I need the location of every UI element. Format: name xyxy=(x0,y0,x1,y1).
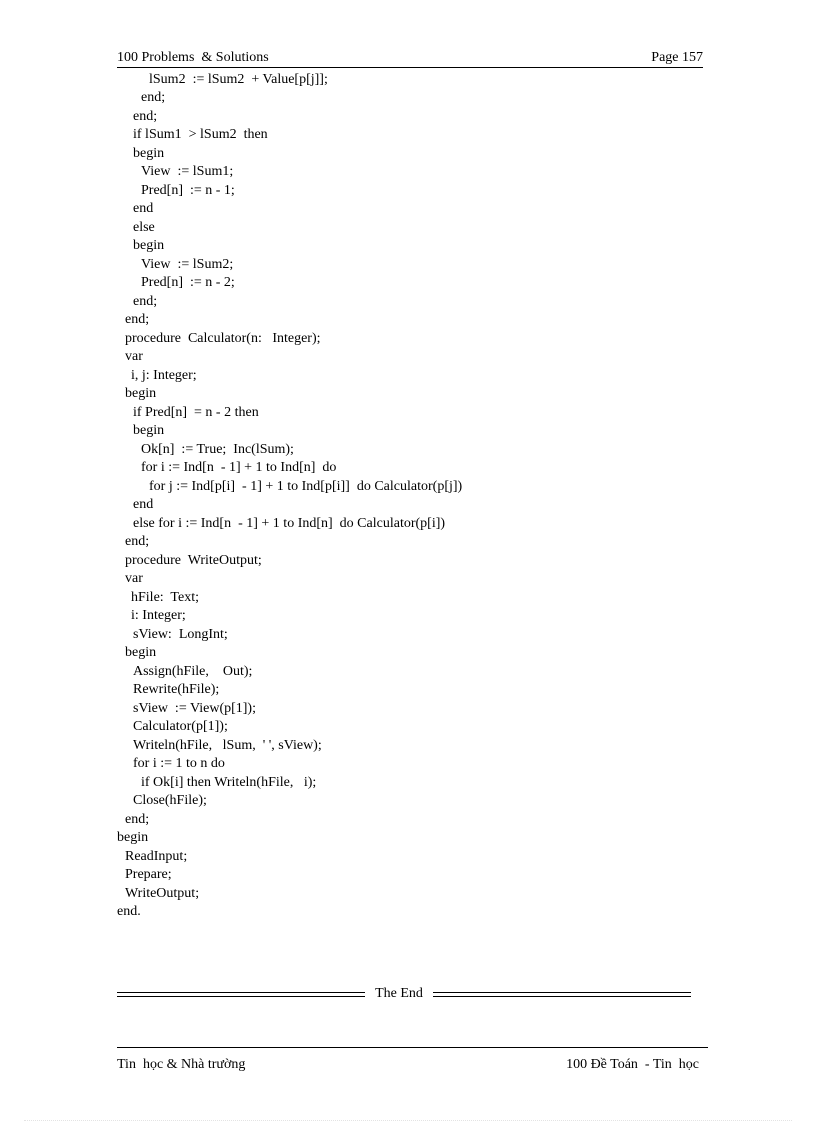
footer-book-title: 100 Đề Toán - Tin học xyxy=(566,1057,699,1072)
code-line: Prepare; xyxy=(125,867,172,882)
code-line: Assign(hFile, Out); xyxy=(133,664,253,679)
code-line: begin xyxy=(125,645,157,660)
double-rule-left xyxy=(117,992,365,997)
code-line: begin xyxy=(117,830,149,845)
code-line: end xyxy=(133,497,154,512)
code-line: i, j: Integer; xyxy=(131,368,197,383)
code-line: Ok[n] := True; Inc(lSum); xyxy=(141,442,294,457)
code-line: begin xyxy=(133,423,165,438)
code-line: Close(hFile); xyxy=(133,793,207,808)
code-line: sView := View(p[1]); xyxy=(133,701,256,716)
code-line: sView: LongInt; xyxy=(133,627,228,642)
code-line: begin xyxy=(125,386,157,401)
page-edge-dotted-line xyxy=(24,1120,792,1121)
code-line: ReadInput; xyxy=(125,849,188,864)
header-page-number: Page 157 xyxy=(651,50,703,65)
code-line: Calculator(p[1]); xyxy=(133,719,228,734)
code-line: for i := Ind[n - 1] + 1 to Ind[n] do xyxy=(141,460,337,475)
footer-publication: Tin học & Nhà trường xyxy=(117,1057,246,1072)
code-line: for j := Ind[p[i] - 1] + 1 to Ind[p[i]] do Calculator(p[j]) xyxy=(149,479,463,494)
code-line: end; xyxy=(141,90,166,105)
code-line: var xyxy=(125,571,143,586)
code-line: end; xyxy=(125,312,150,327)
code-line: else xyxy=(133,220,155,235)
code-line: Rewrite(hFile); xyxy=(133,682,220,697)
code-line: i: Integer; xyxy=(131,608,186,623)
footer-divider xyxy=(117,1047,708,1048)
code-line: var xyxy=(125,349,143,364)
the-end-label: The End xyxy=(375,986,423,1001)
code-line: else for i := Ind[n - 1] + 1 to Ind[n] do Calculator(p[i]) xyxy=(133,516,446,531)
code-line: View := lSum2; xyxy=(141,257,234,272)
code-line: Pred[n] := n - 1; xyxy=(141,183,235,198)
code-line: procedure Calculator(n: Integer); xyxy=(125,331,321,346)
the-end-banner xyxy=(117,985,691,1005)
code-line: procedure WriteOutput; xyxy=(125,553,262,568)
code-line: end xyxy=(133,201,154,216)
code-line: end. xyxy=(117,904,141,919)
code-line: if Ok[i] then Writeln(hFile, i); xyxy=(141,775,317,790)
code-line: hFile: Text; xyxy=(131,590,199,605)
code-line: if Pred[n] = n - 2 then xyxy=(133,405,259,420)
code-line: if lSum1 > lSum2 then xyxy=(133,127,268,142)
page-footer xyxy=(117,1057,699,1075)
code-line: for i := 1 to n do xyxy=(133,756,225,771)
code-line: begin xyxy=(133,146,165,161)
header-title: 100 Problems & Solutions xyxy=(117,50,269,65)
code-line: WriteOutput; xyxy=(125,886,200,901)
page-header xyxy=(117,49,703,68)
code-line: begin xyxy=(133,238,165,253)
code-line: end; xyxy=(133,109,158,124)
double-rule-right xyxy=(433,992,691,997)
code-line: lSum2 := lSum2 + Value[p[j]]; xyxy=(149,72,328,87)
code-line: Pred[n] := n - 2; xyxy=(141,275,235,290)
code-line: end; xyxy=(125,812,150,827)
code-line: Writeln(hFile, lSum, ' ', sView); xyxy=(133,738,322,753)
code-line: View := lSum1; xyxy=(141,164,234,179)
code-line: end; xyxy=(125,534,150,549)
code-line: end; xyxy=(133,294,158,309)
